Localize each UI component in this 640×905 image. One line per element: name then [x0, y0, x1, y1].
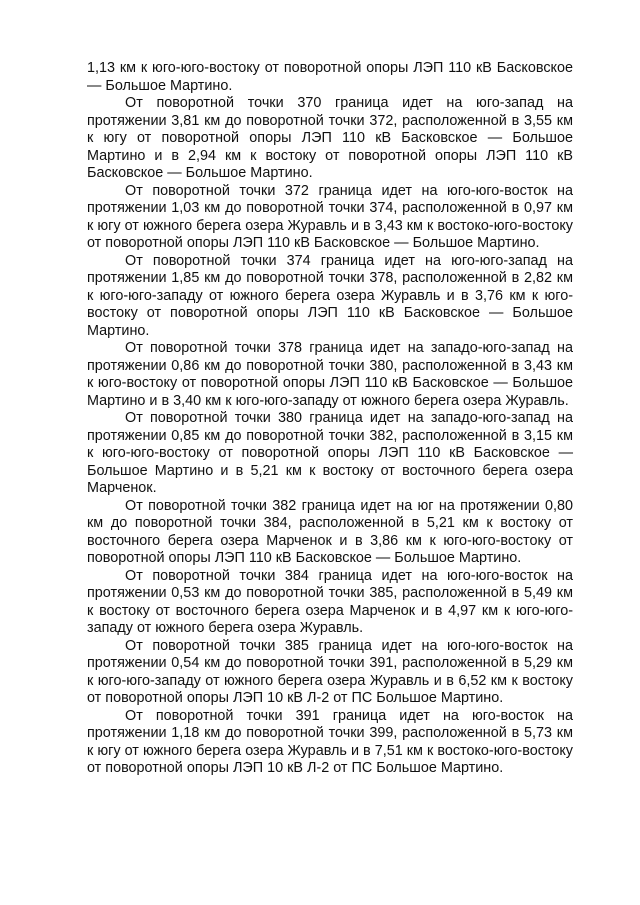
paragraph-point-385: От поворотной точки 385 граница идет на юго-юго-восток на протяжении 0,54 км до поворотной точки 391, расположенной в 5,29 км к юго-юго-западу от южного берега озера Журавль и в 6,52 км к востоку от поворотной опоры ЛЭП 10 кВ Л-2 от ПС Большое Мартино. — [87, 637, 573, 706]
paragraph-continuation: 1,13 км к юго-юго-востоку от поворотной опоры ЛЭП 110 кВ Басковское — Большое Мартино. — [87, 60, 573, 94]
paragraph-point-378: От поворотной точки 378 граница идет на западо-юго-запад на протяжении 0,86 км до поворотной точки 380, расположенной в 3,43 км к юго-востоку от поворотной опоры ЛЭП 110 кВ Басковское — Большое Мартино и в 3,40 км к юго-юго-западу от южного берега озера Журавль. — [87, 340, 573, 409]
paragraph-point-391: От поворотной точки 391 граница идет на юго-восток на протяжении 1,18 км до поворотной точки 399, расположенной в 5,73 км к югу от южного берега озера Журавль и в 7,51 км к востоко-юго-востоку от поворотной опоры ЛЭП 10 кВ Л-2 от ПС Большое Мартино. — [87, 707, 573, 776]
paragraph-point-384: От поворотной точки 384 граница идет на юго-юго-восток на протяжении 0,53 км до поворотной точки 385, расположенной в 5,49 км к востоку от восточного берега озера Марченок и в 4,97 км к юго-юго-западу от южного берега озера Журавль. — [87, 567, 573, 636]
paragraph-point-374: От поворотной точки 374 граница идет на юго-юго-запад на протяжении 1,85 км до поворотной точки 378, расположенной в 2,82 км к юго-юго-западу от южного берега озера Журавль и в 3,76 км к юго-востоку от поворотной опоры ЛЭП 110 кВ Басковское — Большое Мартино. — [87, 252, 573, 339]
paragraph-point-382: От поворотной точки 382 граница идет на юг на протяжении 0,80 км до поворотной точки 384, расположенной в 5,21 км к востоку от восточного берега озера Марченок и в 3,86 км к юго-юго-востоку от поворотной опоры ЛЭП 110 кВ Басковское — Большое Мартино. — [87, 497, 573, 566]
paragraph-point-370: От поворотной точки 370 граница идет на юго-запад на протяжении 3,81 км до поворотной точки 372, расположенной в 3,55 км к югу от поворотной опоры ЛЭП 110 кВ Басковское — Большое Мартино и в 2,94 км к востоку от поворотной опоры ЛЭП 110 кВ Басковское — Большое Мартино. — [87, 95, 573, 181]
paragraph-point-372: От поворотной точки 372 граница идет на юго-юго-восток на протяжении 1,03 км до поворотной точки 374, расположенной в 0,97 км к югу от южного берега озера Журавль и в 3,43 км к востоко-юго-востоку от поворотной опоры ЛЭП 110 кВ Басковское — Большое Мартино. — [87, 182, 573, 251]
paragraph-point-380: От поворотной точки 380 граница идет на западо-юго-запад на протяжении 0,85 км до поворотной точки 382, расположенной в 3,15 км к юго-юго-востоку от поворотной опоры ЛЭП 110 кВ Басковское — Большое Мартино и в 5,21 км к востоку от восточного берега озера Марченок. — [87, 410, 573, 496]
document-body — [87, 60, 573, 778]
